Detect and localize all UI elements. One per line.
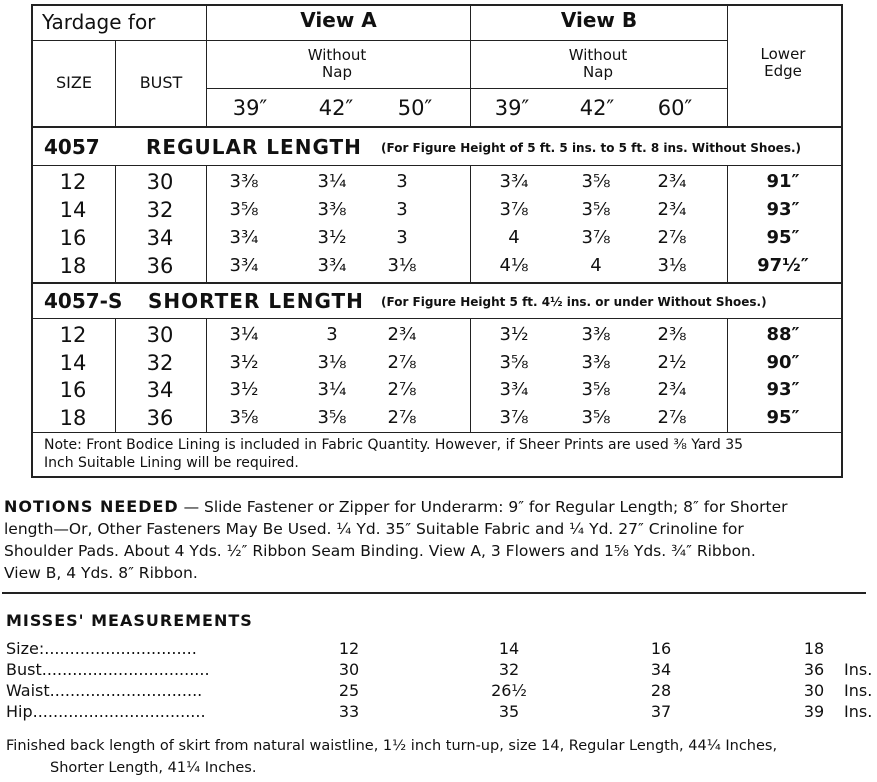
cell-bust: 36 [146, 254, 174, 278]
cell-view-a-39: 3¼ [229, 324, 259, 345]
cell-view-a-39: 3⅝ [229, 199, 259, 220]
cell-size: 18 [59, 405, 87, 430]
shorter-table-row [0, 322, 877, 348]
cell-view-b-60: 2⅜ [657, 324, 687, 345]
cell-view-a-50: 2⅞ [387, 351, 417, 373]
cell-size: 16 [59, 378, 87, 402]
shorter-length-note: (For Figure Height 5 ft. 4½ ins. or under Without Shoes.) [381, 295, 767, 309]
cell-view-a-50: 3⅛ [387, 255, 417, 276]
shorter-table-row [0, 350, 877, 376]
cell-lower-edge: 95″ [766, 406, 800, 428]
cell-view-b-42: 3⅝ [581, 199, 611, 220]
cell-bust: 32 [146, 198, 174, 222]
measurement-row-waist [6, 680, 873, 701]
notions-line-1-text: — Slide Fastener or Zipper for Underarm: 9″ for Regular Length; 8″ for Shorter [178, 498, 788, 516]
cell-view-b-60: 2⅞ [657, 406, 687, 428]
regular-title-divider [31, 165, 841, 166]
shorter-title-divider [31, 318, 841, 319]
cell-view-b-60: 3⅛ [657, 255, 687, 276]
cell-view-b-42: 3⅞ [581, 227, 611, 248]
cell-view-b-60: 2¾ [657, 171, 687, 192]
finished-length-line-1: Finished back length of skirt from natural waistline, 1½ inch turn-up, size 14, Regular Length, 44¼ Inches, [6, 738, 778, 754]
measurement-value: 14 [498, 639, 520, 658]
header-divider [31, 40, 728, 41]
measurement-value: 39 [803, 702, 825, 721]
cell-view-b-60: 2¾ [657, 199, 687, 220]
view-a-width-1: 39″ [232, 96, 268, 120]
shorter-pattern-number: 4057-S [44, 289, 123, 313]
measurement-row-hip [6, 701, 873, 722]
view-b-width-3: 60″ [657, 96, 693, 120]
cell-view-a-42: 3⅝ [317, 406, 347, 428]
cell-view-a-42: 3 [326, 324, 338, 345]
size-heading: SIZE [56, 73, 92, 92]
cell-view-a-50: 2⅞ [387, 406, 417, 428]
measurement-label: Hip.................................. [6, 702, 206, 721]
measurement-value: 36 [803, 660, 825, 679]
measurement-value: 26½ [491, 681, 527, 700]
regular-table-row [0, 253, 877, 279]
cell-view-b-39: 4 [508, 227, 520, 248]
cell-view-b-42: 3⅝ [581, 379, 611, 400]
cell-size: 12 [59, 323, 87, 347]
cell-view-b-39: 3¾ [499, 171, 529, 192]
cell-view-a-42: 3½ [317, 227, 347, 248]
measurement-label: Bust................................. [6, 660, 210, 679]
measurement-label: Waist.............................. [6, 681, 203, 700]
cell-view-b-39: 3¾ [499, 379, 529, 400]
cell-bust: 34 [146, 378, 174, 402]
shorter-length-title: SHORTER LENGTH [148, 289, 364, 313]
measurements-heading: MISSES' MEASUREMENTS [6, 611, 253, 630]
cell-bust: 32 [146, 350, 174, 375]
cell-view-a-39: 3½ [229, 379, 259, 400]
cell-view-a-42: 3⅛ [317, 351, 347, 373]
cell-bust: 34 [146, 226, 174, 250]
view-b-without-nap: Without Nap [568, 46, 628, 81]
cell-view-b-39: 3⅝ [499, 351, 529, 373]
measurement-value: 34 [650, 660, 672, 679]
cell-view-b-42: 3⅝ [581, 406, 611, 428]
view-a-width-3: 50″ [397, 96, 433, 120]
view-a-width-2: 42″ [318, 96, 354, 120]
cell-view-a-42: 3⅜ [317, 199, 347, 220]
regular-length-title: REGULAR LENGTH [146, 135, 362, 159]
cell-view-a-39: 3⅝ [229, 406, 259, 428]
cell-view-b-60: 2½ [657, 351, 687, 373]
measurement-value: 33 [338, 702, 360, 721]
cell-view-b-42: 4 [590, 255, 602, 276]
regular-pattern-number: 4057 [44, 135, 100, 159]
cell-view-a-42: 3¼ [317, 171, 347, 192]
cell-lower-edge: 91″ [766, 171, 800, 192]
width-divider [207, 88, 728, 89]
cell-view-b-60: 2¾ [657, 379, 687, 400]
measurement-unit: Ins. [844, 681, 873, 700]
cell-view-a-50: 3 [396, 227, 408, 248]
regular-table-row [0, 225, 877, 251]
view-a-without-nap: Without Nap [307, 46, 367, 81]
cell-view-a-42: 3¾ [317, 255, 347, 276]
cell-size: 16 [59, 226, 87, 250]
cell-view-b-39: 3⅞ [499, 406, 529, 428]
view-b-width-2: 42″ [579, 96, 615, 120]
regular-length-note: (For Figure Height of 5 ft. 5 ins. to 5 ft. 8 ins. Without Shoes.) [381, 141, 802, 155]
measurement-value: 18 [803, 639, 825, 658]
notions-line-1 [4, 496, 788, 518]
yardage-title: Yardage for [42, 10, 156, 34]
bust-heading: BUST [139, 73, 183, 92]
finished-length-line-2: Shorter Length, 41¼ Inches. [50, 760, 257, 776]
lining-note-line-2: Inch Suitable Lining will be required. [44, 455, 299, 471]
cell-bust: 30 [146, 170, 174, 194]
cell-lower-edge: 90″ [766, 351, 800, 373]
col-divider-lower-edge [727, 4, 728, 127]
section-divider [2, 592, 866, 594]
lining-note-line-1: Note: Front Bodice Lining is included in Fabric Quantity. However, if Sheer Prints are used ⅜ Yard 35 [44, 437, 744, 453]
cell-view-a-39: 3¾ [229, 255, 259, 276]
shorter-table-row [0, 377, 877, 403]
cell-view-a-39: 3⅜ [229, 171, 259, 192]
measurement-value: 35 [498, 702, 520, 721]
cell-view-a-42: 3¼ [317, 379, 347, 400]
header-bottom-divider [31, 126, 841, 128]
cell-view-a-39: 3¾ [229, 227, 259, 248]
measurement-value: 37 [650, 702, 672, 721]
cell-size: 18 [59, 254, 87, 278]
regular-table-row [0, 169, 877, 195]
cell-lower-edge: 93″ [766, 199, 800, 220]
measurement-value: 12 [338, 639, 360, 658]
cell-lower-edge: 88″ [766, 324, 800, 345]
cell-view-b-60: 2⅞ [657, 227, 687, 248]
cell-view-a-39: 3½ [229, 351, 259, 373]
regular-bottom-divider [31, 282, 841, 284]
measurement-label: Size:.............................. [6, 639, 197, 658]
measurement-unit: Ins. [844, 702, 873, 721]
shorter-table-row [0, 405, 877, 431]
notions-line-2: length—Or, Other Fasteners May Be Used. ¼ Yd. 35″ Suitable Fabric and ¼ Yd. 27″ Crinoline for [4, 520, 744, 538]
notions-line-3: Shoulder Pads. About 4 Yds. ½″ Ribbon Seam Binding. View A, 3 Flowers and 1⅝ Yds. ¾″ Ribbon. [4, 542, 756, 560]
cell-view-b-39: 3⅞ [499, 199, 529, 220]
view-b-heading: View B [560, 8, 638, 32]
cell-lower-edge: 93″ [766, 379, 800, 400]
measurement-value: 30 [338, 660, 360, 679]
cell-lower-edge: 95″ [766, 227, 800, 248]
cell-view-a-50: 2⅞ [387, 379, 417, 400]
regular-table-row [0, 197, 877, 223]
cell-view-b-39: 4⅛ [499, 255, 529, 276]
lower-edge-heading: Lower Edge [760, 45, 806, 80]
measurement-value: 30 [803, 681, 825, 700]
view-b-width-1: 39″ [494, 96, 530, 120]
cell-view-b-42: 3⅝ [581, 171, 611, 192]
measurement-value: 16 [650, 639, 672, 658]
notions-heading: NOTIONS NEEDED [4, 497, 179, 516]
cell-view-a-50: 3 [396, 199, 408, 220]
measurement-value: 28 [650, 681, 672, 700]
view-a-heading: View A [300, 8, 377, 32]
measurement-value: 25 [338, 681, 360, 700]
cell-view-b-39: 3½ [499, 324, 529, 345]
cell-lower-edge: 97½″ [757, 255, 809, 276]
cell-view-b-42: 3⅜ [581, 351, 611, 373]
cell-view-b-42: 3⅜ [581, 324, 611, 345]
cell-view-a-50: 2¾ [387, 324, 417, 345]
cell-size: 14 [59, 350, 87, 375]
measurement-row-size [6, 638, 866, 659]
notions-line-4: View B, 4 Yds. 8″ Ribbon. [4, 564, 198, 582]
cell-view-a-50: 3 [396, 171, 408, 192]
measurement-unit: Ins. [844, 660, 873, 679]
cell-size: 14 [59, 198, 87, 222]
measurement-value: 32 [498, 660, 520, 679]
measurement-row-bust [6, 659, 873, 680]
shorter-bottom-divider [31, 432, 841, 433]
cell-bust: 36 [146, 405, 174, 430]
cell-bust: 30 [146, 323, 174, 347]
cell-size: 12 [59, 170, 87, 194]
